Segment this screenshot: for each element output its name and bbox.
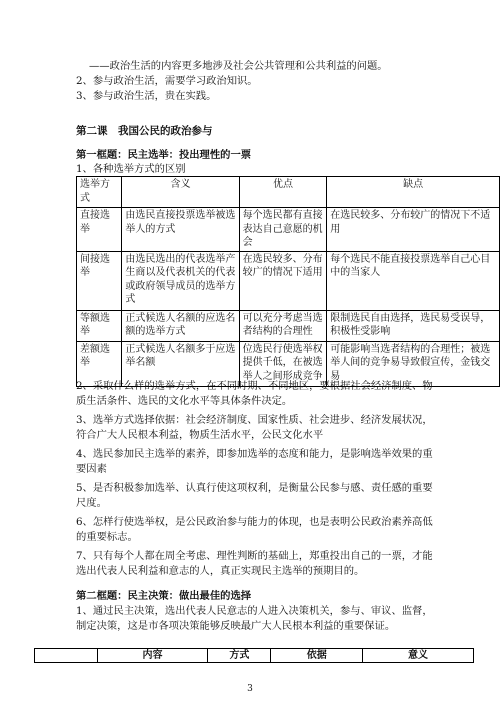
table-header-row [35,649,474,663]
table-cell: 位选民行使选举权提供千低，在被选举人之间形成竞争 [239,341,327,386]
point-line: 6、怎样行使选举权，是公民政治参与能力的体现，也是表明公民政治素养高低 [76,516,433,528]
election-methods-table [76,176,500,387]
table-header-cell [35,649,98,663]
point-line: 尺度。 [76,497,107,509]
table-cell: 等额选举 [77,310,122,341]
point-line: 选出代表人民利益和意志的人，真正实现民主选举的预期目的。 [76,565,365,577]
section2-title: 第二框题：民主决策：做出最佳的选择 [76,590,252,602]
point-line: 符合广大人民根本利益，物质生活水平，公民文化水平 [76,429,324,441]
table-cell: 在选民较多、分布较广的情况下适用 [239,251,327,310]
intro-line-2: 2、参与政治生活，需要学习政治知识。 [76,75,258,87]
lesson-title: 第二课 我国公民的政治参与 [76,125,213,137]
table-cell: 正式候选人名额的应选名额的选举方式 [122,310,239,341]
table-cell: 由选民直接投票选举被选举人的方式 [122,208,239,252]
table-cell: 可能影响当选者结构的合理性；被选举人间的竞争易导致假宣传，金钱交易 [327,341,500,386]
section1-title: 第一框题：民主选举：投出理性的一票 [76,149,252,161]
table-header-cell: 优点 [239,177,327,208]
table-cell: 每个选民不能直接投票选举自己心目中的当家人 [327,251,500,310]
point-line: 要因素 [76,463,107,475]
section2-line: 1、通过民主决策，选出代表人民意志的人进入决策机关，参与、审议、监督， [76,605,433,617]
point-line: 质生活条件、选民的文化水平等具体条件决定。 [76,395,293,407]
table-row [77,310,500,341]
section1-sub1: 1、各种选举方式的区别 [76,163,186,175]
page-number: 3 [247,684,253,694]
point-line: 7、只有每个人都在周全考虑、理性判断的基础上，郑重投出自己的一票，才能 [76,550,433,562]
table-header-cell: 依据 [271,649,363,663]
table-cell: 间接选举 [77,251,122,310]
intro-line-1: ——政治生活的内容更多地涉及社会公共管理和公共利益的问题。 [89,60,388,72]
table-row [77,251,500,310]
table-header-cell: 缺点 [327,177,500,208]
decision-table [34,648,474,663]
point-line: 4、选民参加民主选举的素养，即参加选举的态度和能力，是影响选举效果的重 [76,448,433,460]
table-cell: 由选民选出的代表选举产生商以及代表机关的代表或政府领导成员的选举方式 [122,251,239,310]
table-row [77,208,500,252]
table-header-cell: 含义 [122,177,239,208]
table-cell: 差额选举 [77,341,122,386]
table-header-cell: 选举方式 [77,177,122,208]
table-header-cell: 内容 [97,649,208,663]
table-header-cell: 意义 [363,649,474,663]
intro-line-3: 3、参与政治生活，贵在实践。 [76,90,217,102]
point-line: 3、选举方式选择依据：社会经济制度、国家性质、社会进步、经济发展状况， [76,414,433,426]
table-cell: 直接选举 [77,208,122,252]
table-cell: 在选民较多、分布较广的情况下不适用 [327,208,500,252]
table-cell: 正式候选人名额多于应选举名额 [122,341,239,386]
table-cell: 可以充分考虑当选者结构的合理性 [239,310,327,341]
point-line: 的重要标志。 [76,531,138,543]
section2-line: 制定决策，这是市各项决策能够反映最广大人民根本利益的重要保证。 [76,620,396,632]
table-header-row [77,177,500,208]
table-header-cell: 方式 [208,649,271,663]
point-line: 5、是否积极参加选举、认真行使这项权利，是衡量公民参与感、责任感的重要 [76,482,433,494]
point-line: 2、采取什么样的选举方式，在不同时期、不同地区，要根据社会经济制度、物 [76,380,433,392]
table-cell: 限制选民自由选择，选民易受误导，积极性受影响 [327,310,500,341]
table-cell: 每个选民都有直接表达自己意愿的机会 [239,208,327,252]
